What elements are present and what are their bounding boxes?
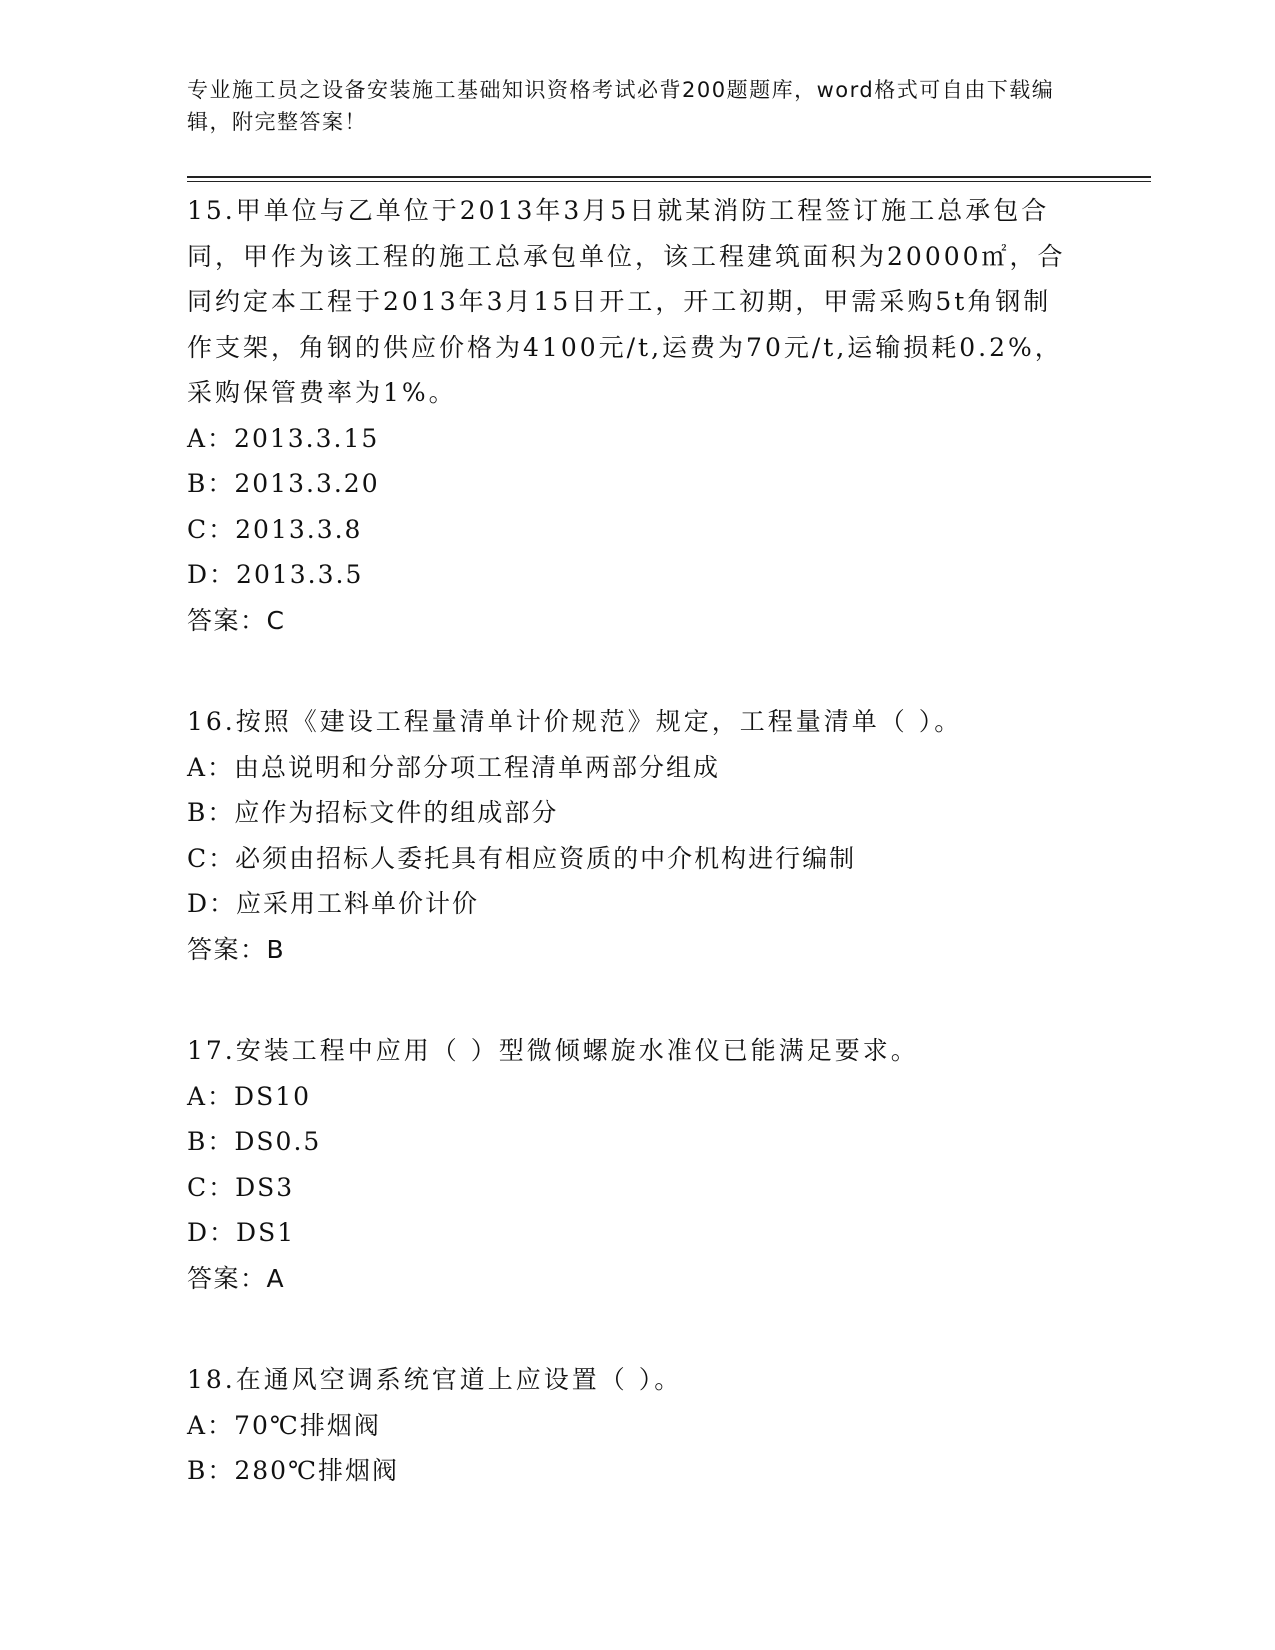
option-d: D：2013.3.5 [187,560,364,589]
option-b: B：DS0.5 [187,1127,322,1156]
question-stem: 18.在通风空调系统官道上应设置（ ）。 [187,1365,683,1394]
question-spacer [187,651,1077,699]
option-c: C：必须由招标人委托具有相应资质的中介机构进行编制 [187,843,857,873]
answer-line: 答案：A [187,1263,286,1293]
question-18 [187,1357,1077,1494]
option-b: B：280℃排烟阀 [187,1456,400,1485]
question-spacer [187,1309,1077,1357]
document-title: 专业施工员之设备安装施工基础知识资格考试必背200题题库，word格式可自由下载编辑，附完整答案！ [187,78,1055,134]
document-header [187,74,1087,138]
option-a: A：70℃排烟阀 [187,1410,381,1440]
option-b: B：应作为招标文件的组成部分 [187,798,559,827]
question-stem: 17.安装工程中应用（ ）型微倾螺旋水准仪已能满足要求。 [187,1036,919,1065]
option-d: D：应采用工料单价计价 [187,889,480,918]
question-stem: 16.按照《建设工程量清单计价规范》规定，工程量清单（ ）。 [187,707,963,736]
question-16 [187,699,1077,972]
option-a: A：DS10 [187,1081,312,1111]
option-b: B：2013.3.20 [187,469,380,498]
option-a: A：由总说明和分部分项工程清单两部分组成 [187,752,721,782]
answer-line: 答案：C [187,605,286,635]
option-c: C：DS3 [187,1172,295,1202]
header-divider [187,176,1151,178]
question-17 [187,1028,1077,1301]
question-15 [187,188,1077,643]
question-stem: 15.甲单位与乙单位于2013年3月5日就某消防工程签订施工总承包合同，甲作为该工程的施工总承包单位，该工程建筑面积为20000㎡，合同约定本工程于2013年3月15日开工，开工初期，甲需采购5t角钢制作支架，角钢的供应价格为4100元/t,运费为70元/t,运输损耗0.2%，采购保管费率为1%。 [187,196,1066,407]
question-list [187,188,1077,1502]
answer-line: 答案：B [187,934,286,964]
option-d: D：DS1 [187,1218,296,1247]
question-spacer [187,980,1077,1028]
option-a: A：2013.3.15 [187,423,380,453]
option-c: C：2013.3.8 [187,514,363,544]
header-divider-thin [187,181,1151,182]
